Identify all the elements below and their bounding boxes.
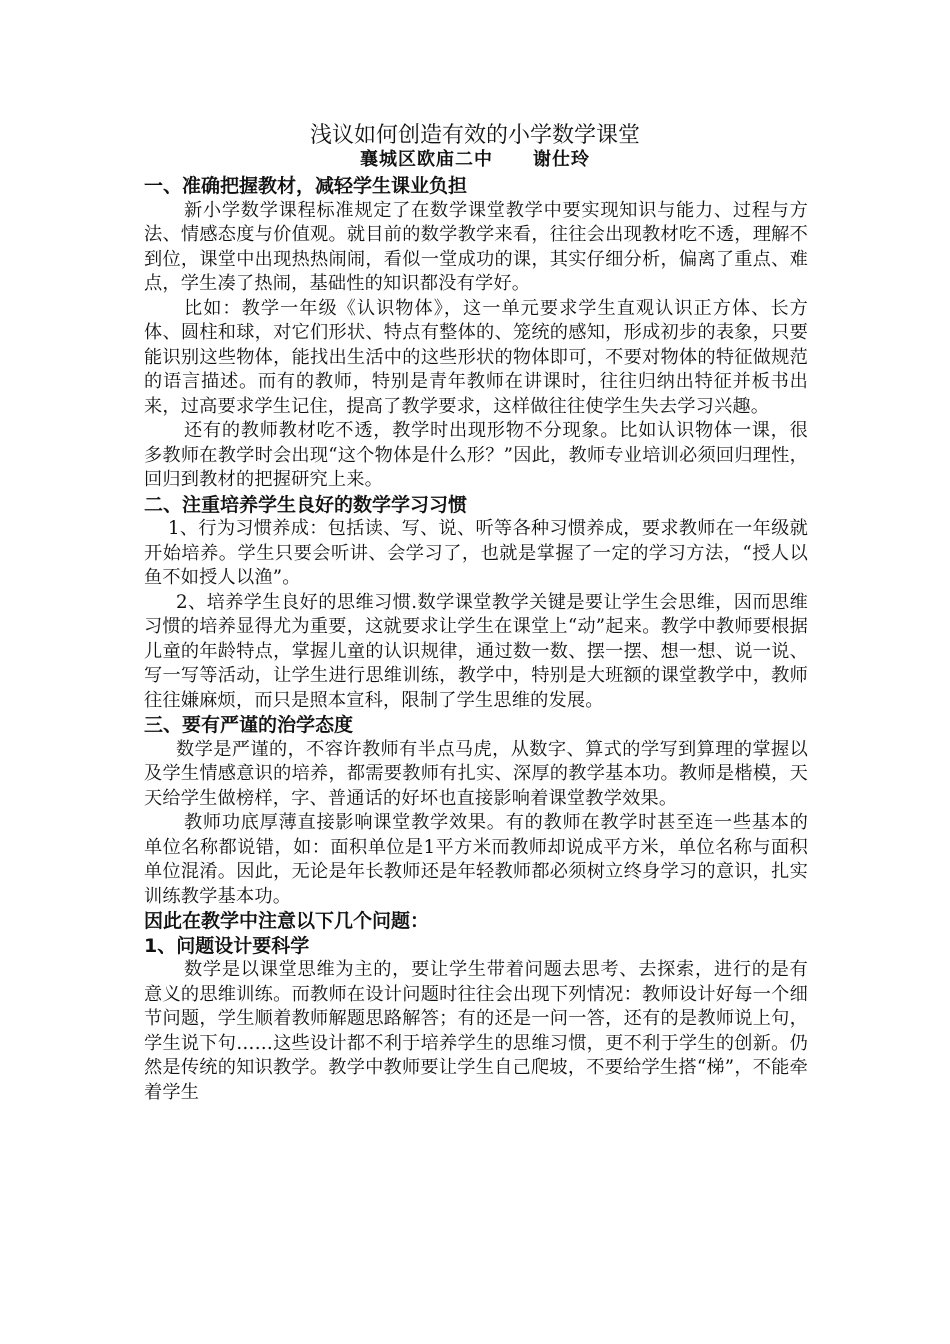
subheading: 1、问题设计要科学 [144,934,310,957]
section-heading-1: 一、准确把握教材，减轻学生课业负担 [144,175,468,197]
byline-school: 襄城区欧庙二中 [360,149,493,170]
paragraph: 教师功底厚薄直接影响课堂教学效果。有的教师在教学时甚至连一些基本的单位名称都说错，如：面积单位是1平方米而教师却说成平方米，单位名称与面积单位混淆。因此，无论是年长教师还是年轻教师都必须树立终身学习的意识，扎实训练教学基本功。 [144,812,808,907]
section-heading-3: 三、要有严谨的治学态度 [144,714,354,736]
section-heading-4: 因此在教学中注意以下几个问题： [144,910,430,932]
paragraph: 数学是以课堂思维为主的，要让学生带着问题去思考、去探索，进行的是有意义的思维训练。而教师在设计问题时往往会出现下列情况：教师设计好每一个细节问题，学生顺着教师解题思路解答；有的还是一问一答，还有的是教师说上句，学生说下句……这些设计都不利于培养学生的思维习惯，更不利于学生的创新。仍然是传统的知识教学。教学中教师要让学生自己爬坡，不要给学生搭“梯”，不能牵着学生 [144,959,808,1103]
paragraph: 比如：教学一年级《认识物体》，这一单元要求学生直观认识正方体、长方体、圆柱和球，对它们形状、特点有整体的、笼统的感知，形成初步的表象，只要能识别这些物体，能找出生活中的这些形状的物体即可，不要对物体的特征做规范的语言描述。而有的教师，特别是青年教师在讲课时，往往归纳出特征并板书出来，过高要求学生记住，提高了教学要求，这样做往往使学生失去学习兴趣。 [144,297,808,417]
document-body [144,174,808,1105]
paragraph: 数学是严谨的，不容许教师有半点马虎，从数字、算式的学写到算理的掌握以及学生情感意识的培养，都需要教师有扎实、深厚的教学基本功。教师是楷模，天天给学生做榜样，字、普通话的好坏也直接影响着课堂教学效果。 [144,738,808,809]
paragraph: 2、培养学生良好的思维习惯.数学课堂教学关键是要让学生会思维，因而思维习惯的培养显得尤为重要，这就要求让学生在课堂上“动”起来。教学中教师要根据儿童的年龄特点，掌握儿童的认识规律，通过数一数、摆一摆、想一想、说一说、写一写等活动，让学生进行思维训练，教学中，特别是大班额的课堂教学中，教师往往嫌麻烦，而只是照本宣科，限制了学生思维的发展。 [144,591,808,711]
paragraph: 新小学数学课程标准规定了在数学课堂教学中要实现知识与能力、过程与方法、情感态度与价值观。就目前的数学教学来看，往往会出现教材吃不透，理解不到位，课堂中出现热热闹闹，看似一堂成功的课，其实仔细分析，偏离了重点、难点，学生凑了热闹，基础性的知识都没有学好。 [144,199,808,294]
byline [0,148,950,172]
paragraph: 还有的教师教材吃不透，教学时出现形物不分现象。比如认识物体一课，很多教师在教学时会出现“这个物体是什么形？”因此，教师专业培训必须回归理性，回归到教材的把握研究上来。 [144,420,808,490]
document-title: 浅议如何创造有效的小学数学课堂 [309,123,640,148]
byline-author: 谢仕玲 [533,149,590,170]
section-heading-2: 二、注重培养学生良好的数学学习习惯 [144,493,468,516]
paragraph: 1、行为习惯养成：包括读、写、说、听等各种习惯养成，要求教师在一年级就开始培养。学生只要会听讲、会学习了，也就是掌握了一定的学习方法，“授人以鱼不如授人以渔”。 [144,518,808,588]
